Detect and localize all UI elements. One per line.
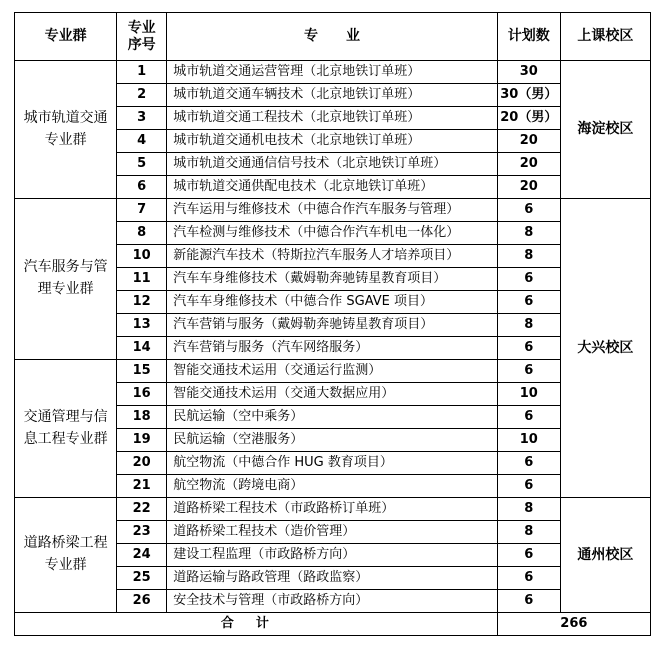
table-row	[15, 61, 651, 84]
major-cell: 汽车运用与维修技术（中德合作汽车服务与管理）	[167, 199, 498, 222]
major-cell: 智能交通技术运用（交通运行监测）	[167, 360, 498, 383]
seq-cell: 3	[117, 107, 167, 130]
seq-cell: 19	[117, 429, 167, 452]
plan-cell: 20（男）	[497, 107, 560, 130]
campus-cell: 大兴校区	[560, 199, 650, 498]
plan-cell: 20	[497, 153, 560, 176]
seq-cell: 4	[117, 130, 167, 153]
major-cell: 汽车营销与服务（汽车网络服务）	[167, 337, 498, 360]
plan-cell: 30	[497, 61, 560, 84]
seq-cell: 26	[117, 590, 167, 613]
seq-cell: 11	[117, 268, 167, 291]
campus-cell: 通州校区	[560, 498, 650, 613]
seq-cell: 13	[117, 314, 167, 337]
plan-cell: 6	[497, 475, 560, 498]
major-cell: 城市轨道交通供配电技术（北京地铁订单班）	[167, 176, 498, 199]
plan-cell: 6	[497, 337, 560, 360]
table-row	[15, 360, 651, 383]
seq-cell: 5	[117, 153, 167, 176]
group-cell: 城市轨道交通专业群	[15, 61, 117, 199]
major-cell: 智能交通技术运用（交通大数据应用）	[167, 383, 498, 406]
major-cell: 城市轨道交通运营管理（北京地铁订单班）	[167, 61, 498, 84]
total-label: 合计	[15, 613, 498, 636]
major-cell: 道路桥梁工程技术（市政路桥订单班）	[167, 498, 498, 521]
total-value: 266	[497, 613, 650, 636]
plan-cell: 6	[497, 291, 560, 314]
major-cell: 民航运输（空中乘务）	[167, 406, 498, 429]
table-header-row	[15, 13, 651, 61]
seq-cell: 8	[117, 222, 167, 245]
plan-cell: 6	[497, 544, 560, 567]
seq-cell: 18	[117, 406, 167, 429]
seq-cell: 16	[117, 383, 167, 406]
major-cell: 汽车车身维修技术（戴姆勒奔驰铸星教育项目）	[167, 268, 498, 291]
header-group: 专业群	[15, 13, 117, 61]
plan-cell: 8	[497, 314, 560, 337]
seq-cell: 21	[117, 475, 167, 498]
plan-cell: 8	[497, 222, 560, 245]
plan-cell: 10	[497, 383, 560, 406]
seq-cell: 6	[117, 176, 167, 199]
group-cell: 道路桥梁工程专业群	[15, 498, 117, 613]
plan-cell: 30（男）	[497, 84, 560, 107]
major-cell: 汽车营销与服务（戴姆勒奔驰铸星教育项目）	[167, 314, 498, 337]
plan-cell: 6	[497, 360, 560, 383]
total-row	[15, 613, 651, 636]
major-cell: 建设工程监理（市政路桥方向）	[167, 544, 498, 567]
major-cell: 道路运输与路政管理（路政监察）	[167, 567, 498, 590]
table-row	[15, 199, 651, 222]
enrollment-plan-table	[14, 12, 651, 636]
plan-cell: 6	[497, 406, 560, 429]
major-cell: 航空物流（中德合作 HUG 教育项目）	[167, 452, 498, 475]
plan-cell: 10	[497, 429, 560, 452]
header-campus: 上课校区	[560, 13, 650, 61]
seq-cell: 25	[117, 567, 167, 590]
group-cell: 交通管理与信息工程专业群	[15, 360, 117, 498]
header-seq: 专业 序号	[117, 13, 167, 61]
plan-cell: 6	[497, 199, 560, 222]
seq-cell: 20	[117, 452, 167, 475]
table-body	[15, 61, 651, 636]
header-plan: 计划数	[497, 13, 560, 61]
seq-cell: 1	[117, 61, 167, 84]
major-cell: 安全技术与管理（市政路桥方向）	[167, 590, 498, 613]
plan-cell: 8	[497, 521, 560, 544]
seq-cell: 2	[117, 84, 167, 107]
plan-cell: 6	[497, 590, 560, 613]
major-cell: 城市轨道交通机电技术（北京地铁订单班）	[167, 130, 498, 153]
group-cell: 汽车服务与管理专业群	[15, 199, 117, 360]
plan-cell: 20	[497, 130, 560, 153]
major-cell: 城市轨道交通通信信号技术（北京地铁订单班）	[167, 153, 498, 176]
major-cell: 城市轨道交通工程技术（北京地铁订单班）	[167, 107, 498, 130]
seq-cell: 10	[117, 245, 167, 268]
seq-cell: 12	[117, 291, 167, 314]
major-cell: 城市轨道交通车辆技术（北京地铁订单班）	[167, 84, 498, 107]
seq-cell: 15	[117, 360, 167, 383]
seq-cell: 24	[117, 544, 167, 567]
major-cell: 民航运输（空港服务）	[167, 429, 498, 452]
header-major: 专 业	[167, 13, 498, 61]
plan-cell: 8	[497, 498, 560, 521]
seq-cell: 22	[117, 498, 167, 521]
plan-cell: 6	[497, 567, 560, 590]
seq-cell: 23	[117, 521, 167, 544]
campus-cell: 海淀校区	[560, 61, 650, 199]
major-cell: 道路桥梁工程技术（造价管理）	[167, 521, 498, 544]
major-cell: 汽车车身维修技术（中德合作 SGAVE 项目）	[167, 291, 498, 314]
plan-cell: 6	[497, 268, 560, 291]
major-cell: 汽车检测与维修技术（中德合作汽车机电一体化）	[167, 222, 498, 245]
plan-cell: 8	[497, 245, 560, 268]
major-cell: 航空物流（跨境电商）	[167, 475, 498, 498]
seq-cell: 14	[117, 337, 167, 360]
plan-cell: 6	[497, 452, 560, 475]
seq-cell: 7	[117, 199, 167, 222]
table-row	[15, 498, 651, 521]
major-cell: 新能源汽车技术（特斯拉汽车服务人才培养项目）	[167, 245, 498, 268]
plan-cell: 20	[497, 176, 560, 199]
